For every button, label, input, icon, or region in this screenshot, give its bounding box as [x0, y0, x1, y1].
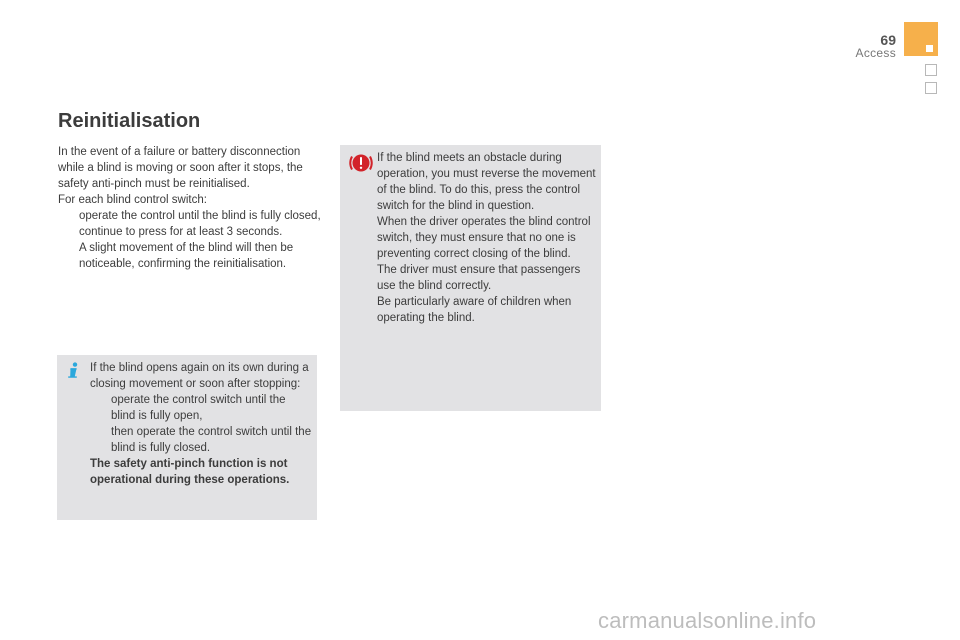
section-tab-outline-2: [925, 82, 937, 94]
list-item: [90, 392, 312, 424]
warning-paragraph: The driver must ensure that passengers use the blind correctly.: [377, 264, 581, 292]
section-tab-active: [904, 22, 938, 56]
intro-text: [58, 144, 326, 272]
list-item: [58, 224, 326, 272]
list-item-text: then operate the control switch until the blind is fully closed.: [111, 426, 312, 454]
warning-box-content: [377, 150, 599, 326]
tab-square-icon: [926, 45, 933, 52]
info-box-content: [90, 360, 312, 488]
list-item: [58, 208, 326, 224]
info-box-text: If the blind opens again on its own during a closing movement or soon after stopping:: [90, 362, 309, 390]
page-title: Reinitialisation: [58, 110, 201, 132]
list-item-text: operate the control until the blind is fully closed,: [79, 210, 321, 222]
list-item-text: continue to press for at least 3 seconds.: [79, 226, 283, 238]
intro-paragraph: In the event of a failure or battery disconnection while a blind is moving or soon after it stops, the safety anti-pinch must be reinitialised.: [58, 146, 303, 190]
warning-box: [340, 145, 601, 411]
warning-paragraph: When the driver operates the blind control switch, they must ensure that no one is preventing correct closing of the blind.: [377, 216, 591, 260]
page-number: 69: [880, 32, 896, 48]
section-name: Access: [855, 46, 896, 60]
intro-paragraph-2: For each blind control switch:: [58, 194, 207, 206]
list-item-note: A slight movement of the blind will then be noticeable, confirming the reinitialisation.: [79, 242, 294, 270]
list-item: [90, 424, 312, 456]
info-icon: [67, 362, 81, 378]
warning-icon: [348, 154, 374, 172]
section-tab-outline-1: [925, 64, 937, 76]
list-item-text: operate the control switch until the blind is fully open,: [111, 394, 286, 422]
info-box: [57, 355, 317, 520]
warning-paragraph: Be particularly aware of children when operating the blind.: [377, 296, 572, 324]
watermark: carmanualsonline.info: [598, 608, 817, 633]
warning-paragraph: If the blind meets an obstacle during operation, you must reverse the movement of the blind. To do this, press the control switch for the blind in question.: [377, 152, 596, 212]
info-box-bold-text: The safety anti-pinch function is not operational during these operations.: [90, 458, 290, 486]
